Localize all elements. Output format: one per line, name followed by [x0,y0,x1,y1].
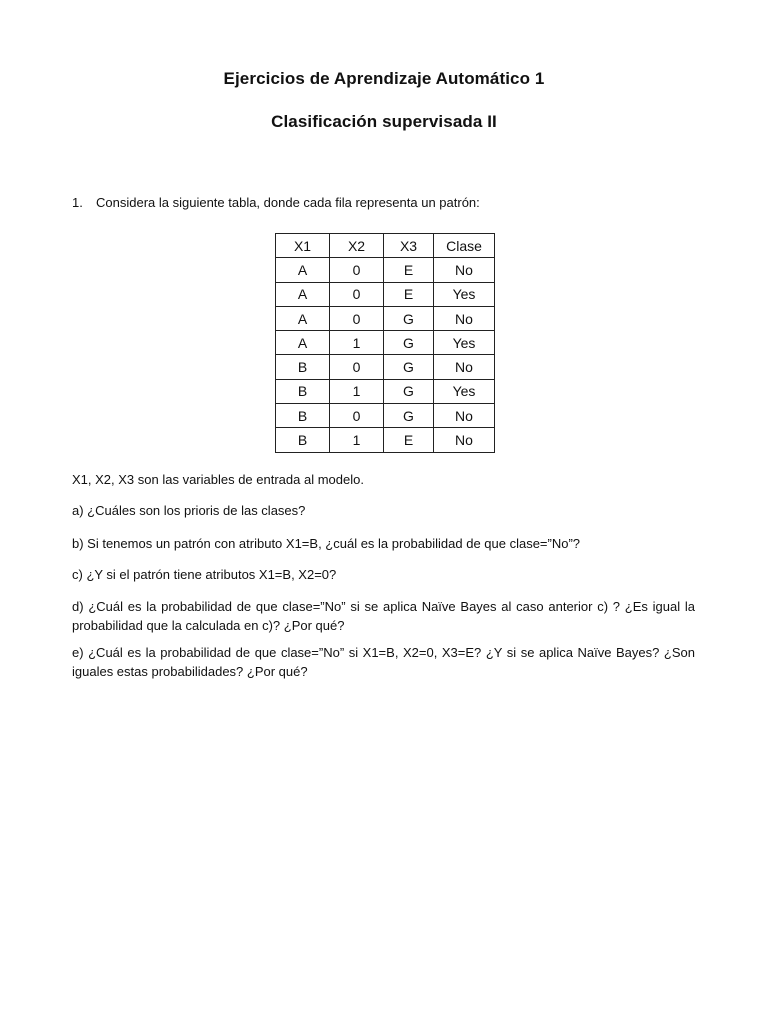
table-cell: 0 [330,404,384,428]
column-header-clase: Clase [434,234,495,258]
document-subtitle: Clasificación supervisada II [271,112,497,131]
table-cell: 1 [330,428,384,452]
table-cell: No [434,428,495,452]
document-title: Ejercicios de Aprendizaje Automático 1 [223,69,545,88]
table-cell: 1 [330,379,384,403]
table-cell: A [276,306,330,330]
table-cell: B [276,404,330,428]
exercise-intro-text: Considera la siguiente tabla, donde cada fila representa un patrón: [96,195,480,210]
table-cell: G [384,331,434,355]
table-cell: A [276,331,330,355]
table-row [276,355,495,379]
table-row [276,282,495,306]
table-cell: G [384,379,434,403]
question-d: d) ¿Cuál es la probabilidad de que clase=”No” si se aplica Naïve Bayes al caso anterior c) ? ¿Es igual la probabilidad que la calculada en c)? ¿Por qué? [72,599,695,633]
table-cell: 1 [330,331,384,355]
question-c: c) ¿Y si el patrón tiene atributos X1=B, X2=0? [72,567,337,582]
table-row [276,258,495,282]
table-cell: E [384,282,434,306]
table-row [276,404,495,428]
column-header-x2: X2 [330,234,384,258]
table-cell: E [384,258,434,282]
exercise-intro [72,195,480,210]
column-header-x1: X1 [276,234,330,258]
table-cell: G [384,306,434,330]
patterns-table [275,233,495,453]
table-cell: E [384,428,434,452]
table-row [276,428,495,452]
table-cell: No [434,258,495,282]
table-cell: B [276,379,330,403]
table-row [276,306,495,330]
table-cell: 0 [330,355,384,379]
table-cell: 0 [330,306,384,330]
table-cell: 0 [330,282,384,306]
table-row [276,331,495,355]
question-b: b) Si tenemos un patrón con atributo X1=B, ¿cuál es la probabilidad de que clase=”No”? [72,536,581,551]
table-cell: 0 [330,258,384,282]
question-e: e) ¿Cuál es la probabilidad de que clase=”No” si X1=B, X2=0, X3=E? ¿Y si se aplica Naïve Bayes? ¿Son iguales estas probabilidades? ¿Por qué? [72,645,695,679]
table-cell: G [384,404,434,428]
column-header-x3: X3 [384,234,434,258]
table-cell: A [276,282,330,306]
exercise-number: 1. [72,195,83,210]
table-cell: A [276,258,330,282]
table-row [276,379,495,403]
variables-note: X1, X2, X3 son las variables de entrada al modelo. [72,472,364,487]
table-cell: B [276,428,330,452]
table-cell: Yes [434,379,495,403]
table-cell: B [276,355,330,379]
table-cell: No [434,306,495,330]
table-cell: Yes [434,282,495,306]
question-a: a) ¿Cuáles son los prioris de las clases? [72,503,306,518]
table-header-row [276,234,495,258]
table-cell: Yes [434,331,495,355]
table-cell: G [384,355,434,379]
table-cell: No [434,404,495,428]
table-cell: No [434,355,495,379]
